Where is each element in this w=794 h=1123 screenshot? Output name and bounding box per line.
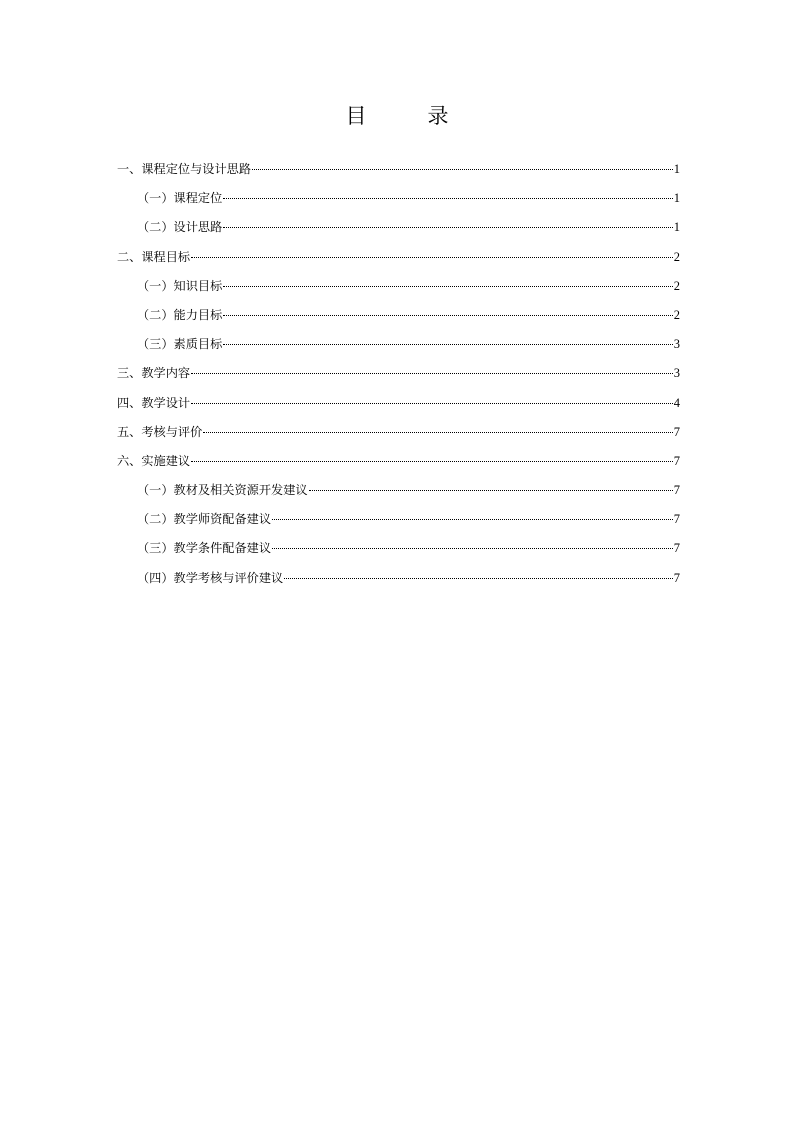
toc-page-number: 7 [673,541,680,556]
toc-title: 目 录 [345,104,469,128]
toc-entry-label: （二）教学师资配备建议 [137,512,272,527]
toc-page-number: 7 [673,453,680,468]
toc-page-number: 3 [673,366,680,381]
toc-page-number: 3 [673,337,680,352]
toc-entry[interactable] [117,155,680,184]
toc-entry-label: （一）教材及相关资源开发建议 [137,483,308,498]
toc-entry[interactable] [117,272,680,301]
toc-entry-label: 一、课程定位与设计思路 [117,162,252,176]
toc-entry[interactable] [117,418,680,447]
toc-entry[interactable] [117,330,680,359]
toc-entry[interactable] [117,476,680,505]
toc-dot-leader [223,344,672,345]
toc-entry-label: 四、教学设计 [117,395,191,410]
toc-entry[interactable] [117,301,680,330]
toc-page-number: 7 [673,512,680,527]
toc-entry[interactable] [117,213,680,242]
toc-dot-leader [223,227,672,228]
toc-entry[interactable] [117,505,680,534]
toc-dot-leader [272,548,673,549]
toc-entry-label: 五、考核与评价 [117,424,203,439]
toc-entry-label: 三、教学内容 [117,366,191,381]
toc-dot-leader [191,257,673,258]
toc-entry-label: （三）素质目标 [137,337,223,352]
toc-page-number: 2 [673,307,680,322]
toc-entry[interactable] [117,534,680,563]
toc-dot-leader [191,373,673,374]
toc-dot-leader [252,169,673,170]
toc-page-number: 1 [673,220,680,235]
toc-entry[interactable] [117,564,680,593]
toc-entry[interactable] [117,243,680,272]
toc-page-number: 7 [673,570,680,585]
toc-dot-leader [191,461,673,462]
toc-entry-label: （二）设计思路 [137,220,223,235]
toc-dot-leader [284,578,673,579]
toc-page-number: 1 [673,191,680,206]
toc-entry-label: （三）教学条件配备建议 [137,541,272,556]
toc-entry-label: 二、课程目标 [117,249,191,264]
toc-entry[interactable] [117,359,680,388]
toc-entry-label: （四）教学考核与评价建议 [137,570,284,585]
toc-entry[interactable] [117,447,680,476]
toc-entry[interactable] [117,184,680,213]
toc-page-number: 4 [673,395,680,410]
toc-dot-leader [223,315,672,316]
toc-page-number: 1 [673,162,680,176]
toc-entry-label: （一）知识目标 [137,278,223,293]
toc-entry-label: （一）课程定位 [137,191,223,206]
toc-entry-label: 六、实施建议 [117,453,191,468]
toc-dot-leader [223,286,672,287]
toc-entry[interactable] [117,389,680,418]
toc-page-number: 2 [673,278,680,293]
toc-page-number: 7 [673,424,680,439]
toc-dot-leader [272,519,673,520]
toc-page-number: 7 [673,483,680,498]
toc-dot-leader [203,432,672,433]
toc-entry-label: （二）能力目标 [137,307,223,322]
toc-page-number: 2 [673,249,680,264]
toc-list [117,155,680,593]
toc-dot-leader [191,403,673,404]
toc-dot-leader [223,198,672,199]
toc-dot-leader [309,490,673,491]
